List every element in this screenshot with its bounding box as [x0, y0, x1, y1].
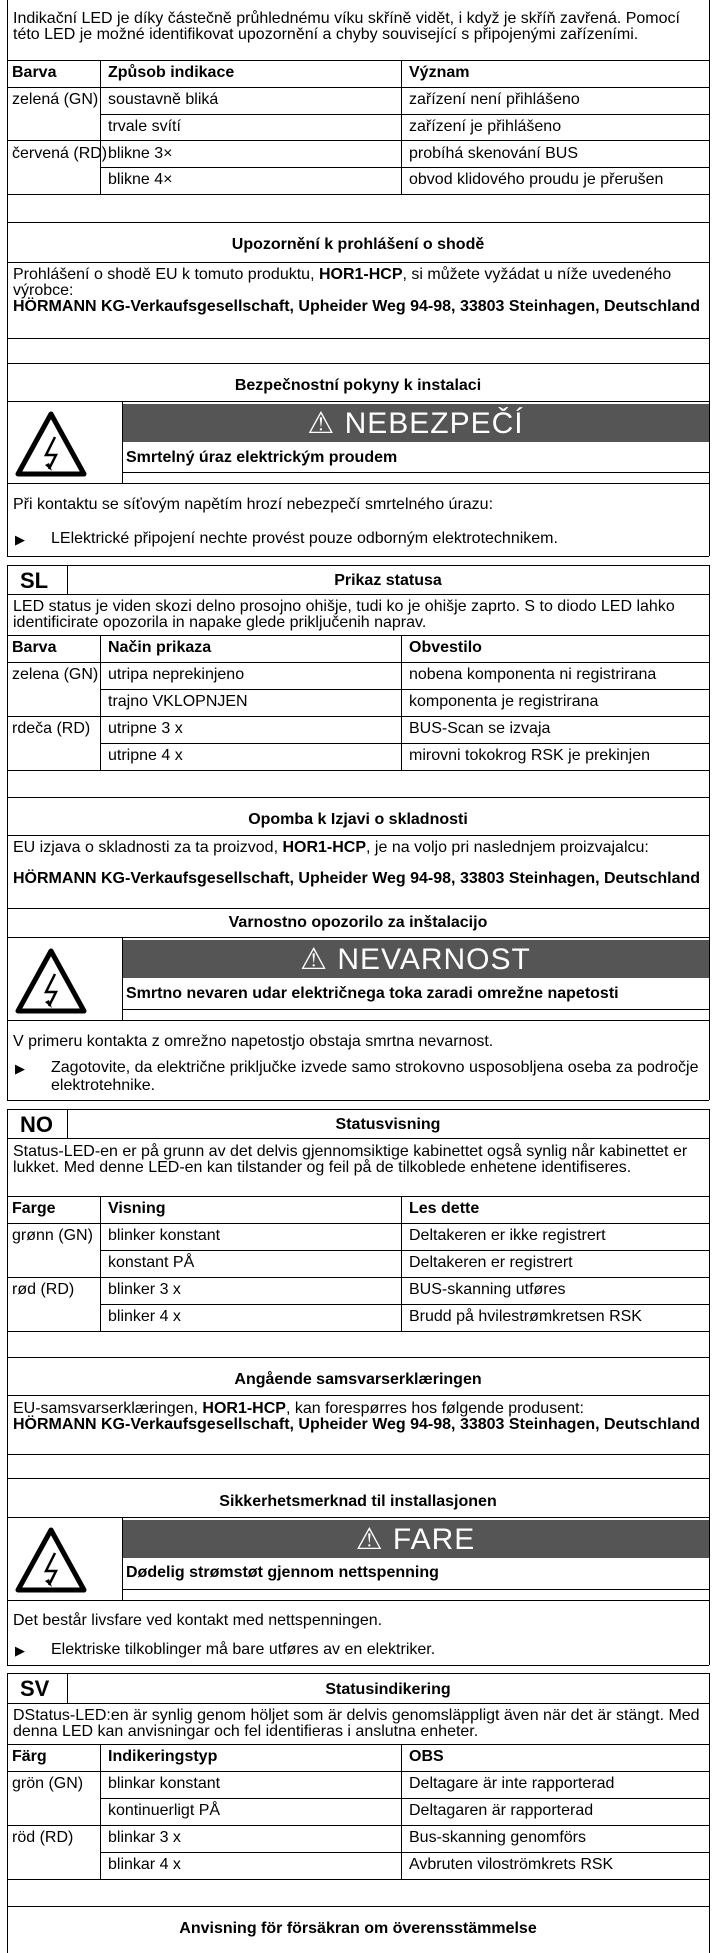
cz-row4-meaning: obvod klidového proudu je přerušen	[409, 171, 664, 188]
sl-row1-mode: utripa neprekinjeno	[108, 666, 245, 683]
sl-row3-mode: utripne 3 x	[108, 720, 183, 737]
no-safety-title: Sikkerhetsmerknad til installasjonen	[219, 1493, 497, 1510]
sv-row3-mode: blinkar 3 x	[108, 1829, 181, 1846]
sl-row3-color: rdeča (RD)	[12, 720, 91, 737]
sv-row2-meaning: Deltagaren är rapporterad	[409, 1802, 594, 1819]
no-row4-mode: blinker 4 x	[108, 1308, 181, 1325]
cz-safety-title: Bezpečnostní pokyny k instalaci	[234, 377, 482, 394]
sv-header-meaning: OBS	[409, 1748, 444, 1765]
sl-language-code: SL	[20, 568, 49, 593]
bullet-triangle-icon: ▶	[15, 1061, 25, 1076]
no-header-color: Farge	[12, 1200, 56, 1217]
no-bullet-text: Elektriske tilkoblinger må bare utføres av en elektriker.	[51, 1641, 436, 1658]
sv-row4-meaning: Avbruten viloströmkrets RSK	[409, 1856, 614, 1873]
no-row3-meaning: BUS-skanning utføres	[409, 1281, 566, 1298]
sv-row2-mode: kontinuerligt PÅ	[108, 1802, 221, 1819]
sl-row1-color: zelena (GN)	[12, 666, 99, 683]
no-danger-text: Det består livsfare ved kontakt med nettspenningen.	[13, 1612, 383, 1629]
sl-row3-meaning: BUS-Scan se izvaja	[409, 720, 551, 737]
cz-header-color: Barva	[12, 64, 57, 81]
sl-row2-meaning: komponenta je registrirana	[409, 693, 599, 710]
no-header-mode: Visning	[108, 1200, 166, 1217]
no-warning-icon	[14, 1525, 88, 1600]
no-title: Statusvisning	[335, 1116, 441, 1133]
no-manufacturer: HÖRMANN KG-Verkaufsgesellschaft, Upheider Weg 94-98, 33803 Steinhagen, Deutschland	[13, 1416, 701, 1433]
sl-row4-meaning: mirovni tokokrog RSK je prekinjen	[409, 747, 650, 764]
sv-decl-title: Anvisning för försäkran om överensstämmelse	[179, 1920, 537, 1937]
cz-decl-title: Upozornění k prohlášení o shodě	[231, 236, 485, 253]
cz-row3-mode: blikne 3×	[108, 145, 173, 162]
sv-row4-mode: blinkar 4 x	[108, 1856, 181, 1873]
bullet-triangle-icon: ▶	[15, 532, 25, 547]
sl-safety-title: Varnostno opozorilo za inštalacijo	[228, 914, 488, 931]
sl-header-mode: Način prikaza	[108, 639, 212, 656]
sv-title: Statusindikering	[325, 1681, 451, 1698]
sv-row3-color: röd (RD)	[12, 1829, 74, 1846]
sl-manufacturer: HÖRMANN KG-Verkaufsgesellschaft, Upheider Weg 94-98, 33803 Steinhagen, Deutschland	[13, 870, 701, 887]
sv-row3-meaning: Bus-skanning genomförs	[409, 1829, 586, 1846]
sl-row1-meaning: nobena komponenta ni registrirana	[409, 666, 657, 683]
sl-title: Prikaz statusa	[334, 572, 442, 589]
no-product-name: HOR1-HCP	[202, 1400, 286, 1417]
sl-header-color: Barva	[12, 639, 57, 656]
no-intro: Status-LED-en er på grunn av det delvis gjennomsiktige kabinettet også synlig når kabinettet er lukket. Med denne LED-en kan tilstander og feil på de tilkoblede enhetene identifiseres.	[13, 1143, 688, 1176]
cz-bullet-text: LElektrické připojení nechte provést pouze odborným elektrotechnikem.	[51, 530, 558, 547]
sl-danger-banner: ⚠ NEVARNOST	[122, 940, 709, 978]
no-danger-subtitle: Dødelig strømstøt gjennom nettspenning	[126, 1564, 439, 1581]
no-row1-color: grønn (GN)	[12, 1227, 93, 1244]
sv-header-color: Färg	[12, 1748, 47, 1765]
sv-row1-color: grön (GN)	[12, 1775, 84, 1792]
no-decl-title: Angående samsvarserklæringen	[234, 1371, 482, 1388]
cz-header-mode: Způsob indikace	[108, 64, 235, 81]
sv-row1-meaning: Deltagare är inte rapporterad	[409, 1775, 615, 1792]
cz-danger-subtitle: Smrtelný úraz elektrickým proudem	[126, 449, 398, 466]
sl-intro: LED status je viden skozi delno prosojno ohišje, tudi ko je ohišje zaprto. S to diodo LED lahko identificirate opozorila in napake glede priključenih naprav.	[13, 598, 675, 631]
no-row3-color: rød (RD)	[12, 1281, 75, 1298]
sv-language-code: SV	[20, 1676, 50, 1701]
cz-row3-color: červená (RD)	[12, 145, 108, 162]
no-row4-meaning: Brudd på hvilestrømkretsen RSK	[409, 1308, 642, 1325]
no-decl-text: EU-samsvarserklæringen, HOR1-HCP, kan forespørres hos følgende produsent:	[13, 1400, 584, 1417]
cz-row1-mode: soustavně bliká	[108, 91, 219, 108]
cz-decl-text: Prohlášení o shodě EU k tomuto produktu, HOR1-HCP, si můžete vyžádat u níže uvedeného výrobce:	[13, 266, 672, 299]
cz-row2-meaning: zařízení je přihlášeno	[409, 118, 562, 135]
sv-row1-mode: blinkar konstant	[108, 1775, 221, 1792]
bullet-triangle-icon: ▶	[15, 1643, 25, 1658]
sl-danger-subtitle: Smrtno nevaren udar električnega toka zaradi omrežne napetosti	[126, 985, 619, 1002]
sl-row4-mode: utripne 4 x	[108, 747, 183, 764]
cz-manufacturer: HÖRMANN KG-Verkaufsgesellschaft, Upheider Weg 94-98, 33803 Steinhagen, Deutschland	[13, 298, 701, 315]
cz-row3-meaning: probíhá skenování BUS	[409, 145, 578, 162]
sl-danger-text: V primeru kontakta z omrežno napetostjo obstaja smrtna nevarnost.	[13, 1033, 494, 1050]
no-danger-banner: ⚠ FARE	[122, 1520, 709, 1558]
sl-decl-title: Opomba k Izjavi o skladnosti	[248, 811, 468, 828]
sl-warning-icon	[14, 946, 88, 1021]
sv-header-mode: Indikeringstyp	[108, 1748, 218, 1765]
no-language-code: NO	[20, 1112, 53, 1137]
cz-row2-mode: trvale svítí	[108, 118, 181, 135]
sl-row2-mode: trajno VKLOPNJEN	[108, 693, 248, 710]
sl-bullet-text: Zagotovite, da električne priključke izvede samo strokovno usposobljena oseba za področje elektrotehnike.	[51, 1059, 699, 1094]
cz-row1-meaning: zařízení není přihlášeno	[409, 91, 580, 108]
cz-row4-mode: blikne 4×	[108, 171, 173, 188]
cz-intro: Indikační LED je díky částečně průhlednému víku skříně vidět, i když je skříň zavřená. Pomocí této LED je možné identifikovat upozornění a chyby související s připojenými zařízeními.	[13, 10, 680, 43]
cz-danger-banner: ⚠ NEBEZPEČÍ	[122, 404, 709, 442]
cz-row1-color: zelená (GN)	[12, 91, 99, 108]
cz-header-meaning: Význam	[409, 64, 470, 81]
sl-decl-text: EU izjava o skladnosti za ta proizvod, HOR1-HCP, je na voljo pri naslednjem proizvajalcu:	[13, 839, 649, 856]
no-row2-mode: konstant PÅ	[108, 1254, 195, 1271]
cz-product-name: HOR1-HCP	[318, 266, 403, 283]
no-header-meaning: Les dette	[409, 1200, 480, 1217]
no-row2-meaning: Deltakeren er registrert	[409, 1254, 573, 1271]
no-row3-mode: blinker 3 x	[108, 1281, 181, 1298]
cz-danger-text: Při kontaktu se síťovým napětím hrozí nebezpečí smrtelného úrazu:	[13, 496, 494, 513]
sl-product-name: HOR1-HCP	[282, 839, 367, 856]
no-row1-mode: blinker konstant	[108, 1227, 221, 1244]
sv-intro: DStatus-LED:en är synlig genom höljet som är delvis genomsläppligt även när det är stängt. Med denna LED kan anvisningar och fel identifieras i anslutna enheter.	[13, 1707, 700, 1740]
no-row1-meaning: Deltakeren er ikke registrert	[409, 1227, 606, 1244]
cz-warning-icon	[14, 409, 88, 484]
sl-header-meaning: Obvestilo	[409, 639, 482, 656]
